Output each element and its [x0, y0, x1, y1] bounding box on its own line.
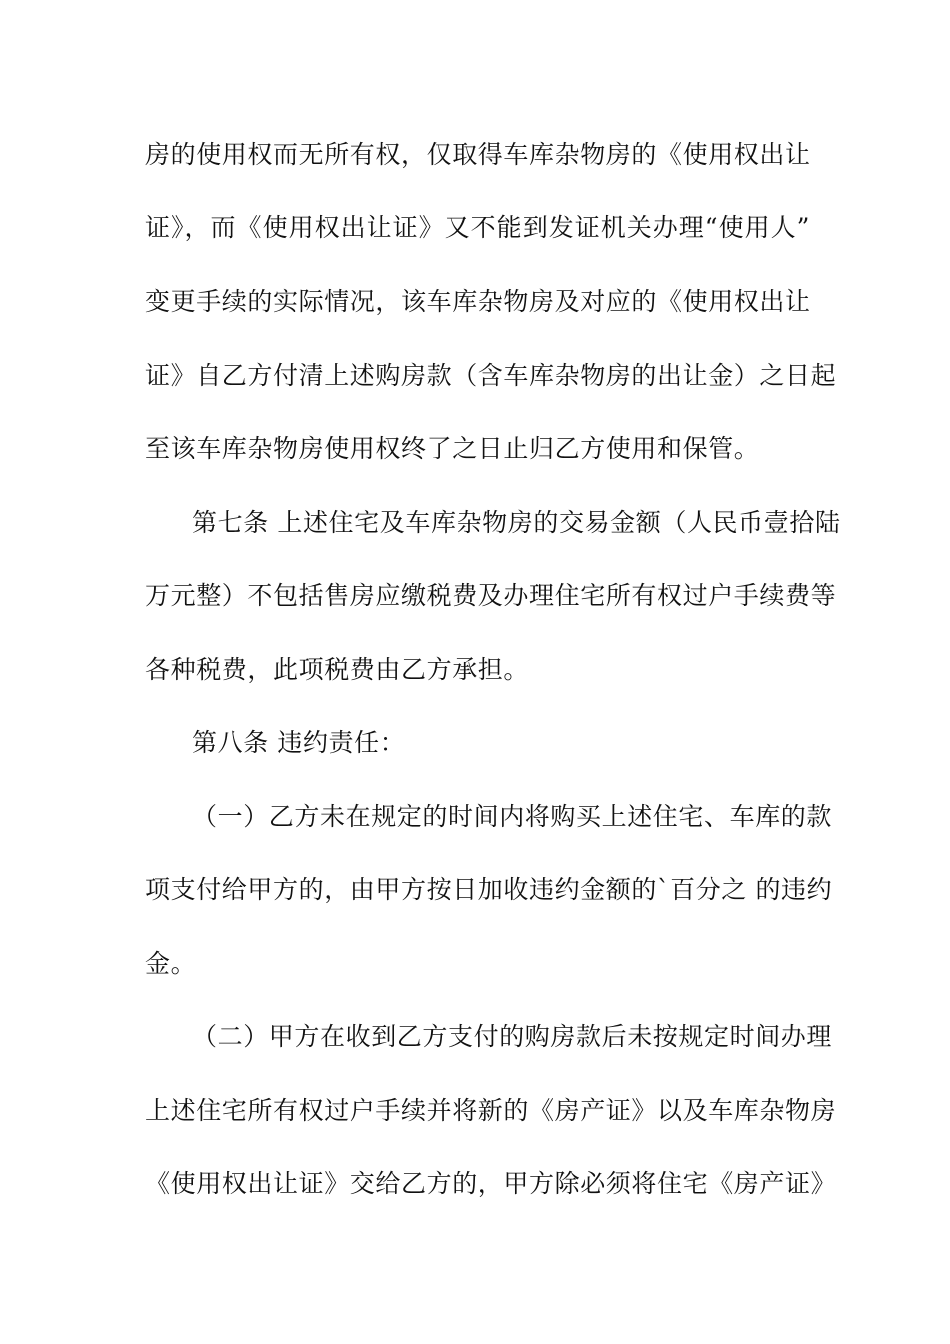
paragraph-line: 房的使用权而无所有权，仅取得车库杂物房的《使用权出让: [145, 140, 811, 169]
paragraph-line: 证》自乙方付清上述购房款（含车库杂物房的出让金）之日起: [145, 361, 837, 390]
article-8-heading: 第八条 违约责任：: [192, 728, 406, 757]
clause-2-line: （二）甲方在收到乙方支付的购房款后未按规定时间办理: [192, 1022, 833, 1051]
paragraph-line: 《使用权出让证》交给乙方的，甲方除必须将住宅《房产证》: [145, 1169, 837, 1198]
paragraph-line: 证》，而《使用权出让证》又不能到发证机关办理“使用人”: [145, 213, 810, 242]
paragraph-line: 变更手续的实际情况，该车库杂物房及对应的《使用权出让: [145, 287, 811, 316]
paragraph-line: 项支付给甲方的，由甲方按日加收违约金额的`百分之 的违约: [145, 875, 833, 904]
paragraph-line: 万元整）不包括售房应缴税费及办理住宅所有权过户手续费等: [145, 581, 837, 610]
article-7-heading-line: 第七条 上述住宅及车库杂物房的交易金额（人民币壹拾陆: [192, 508, 841, 537]
paragraph-line: 上述住宅所有权过户手续并将新的《房产证》以及车库杂物房: [145, 1096, 837, 1125]
paragraph-line: 各种税费，此项税费由乙方承担。: [145, 655, 530, 684]
paragraph-line: 金。: [145, 949, 197, 978]
clause-1-line: （一）乙方未在规定的时间内将购买上述住宅、车库的款: [192, 802, 833, 831]
paragraph-line: 至该车库杂物房使用权终了之日止归乙方使用和保管。: [145, 434, 760, 463]
